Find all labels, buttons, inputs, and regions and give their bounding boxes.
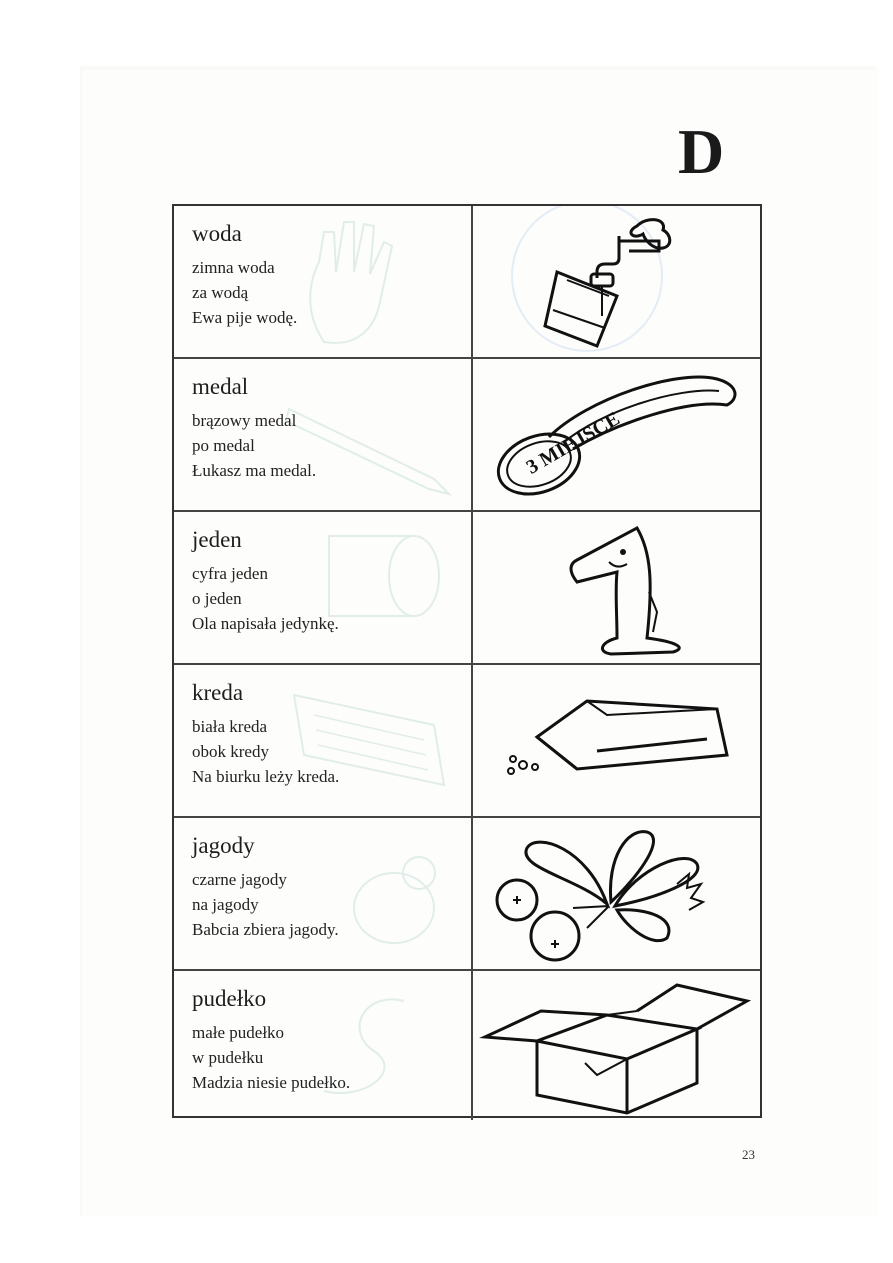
table-row xyxy=(174,359,760,512)
table-row xyxy=(174,206,760,359)
card-phrase: o jeden xyxy=(192,589,242,608)
card-word: kreda xyxy=(192,680,244,705)
chalk-icon xyxy=(477,665,762,815)
berries-icon xyxy=(477,818,762,968)
number-one-icon xyxy=(477,512,762,662)
card-phrase: Łukasz ma medal. xyxy=(192,461,317,480)
medal-icon xyxy=(477,359,762,509)
log-ghost-icon xyxy=(324,526,454,636)
card-word: medal xyxy=(192,374,249,399)
faucet-glass-icon xyxy=(477,206,762,356)
medal-number: 3 MIEJSCE xyxy=(522,407,624,479)
card-phrase: Madzia niesie pudełko. xyxy=(192,1073,351,1092)
table-row xyxy=(174,512,760,665)
table-row xyxy=(174,971,760,1120)
bird-ghost-icon xyxy=(324,828,454,958)
card-phrase: cyfra jeden xyxy=(192,564,268,583)
card-word: jeden xyxy=(192,527,242,552)
card-phrase: czarne jagody xyxy=(192,870,287,889)
card-word: jagody xyxy=(192,833,255,858)
card-phrase: Ola napisała jedynkę. xyxy=(192,614,339,633)
card-phrase: na jagody xyxy=(192,895,259,914)
card-phrase: biała kreda xyxy=(192,717,268,736)
card-phrase: zimna woda xyxy=(192,258,275,277)
page-number: 23 xyxy=(742,1147,755,1162)
card-word: woda xyxy=(192,221,242,246)
card-phrase: małe pudełko xyxy=(192,1023,285,1042)
card-phrase: po medal xyxy=(192,436,255,455)
card-phrase: za wodą xyxy=(192,283,249,302)
vocabulary-table xyxy=(172,204,762,1118)
card-phrase: Na biurku leży kreda. xyxy=(192,767,340,786)
section-letter: D xyxy=(678,116,725,187)
card-word: pudełko xyxy=(192,986,267,1011)
table-row xyxy=(174,818,760,971)
card-phrase: Babcia zbiera jagody. xyxy=(192,920,339,939)
card-phrase: brązowy medal xyxy=(192,411,297,430)
card-phrase: obok kredy xyxy=(192,742,269,761)
table-row xyxy=(174,665,760,818)
card-phrase: w pudełku xyxy=(192,1048,264,1067)
box-icon xyxy=(477,971,762,1121)
card-phrase: Ewa pije wodę. xyxy=(192,308,298,327)
hand-ghost-icon xyxy=(294,212,404,352)
